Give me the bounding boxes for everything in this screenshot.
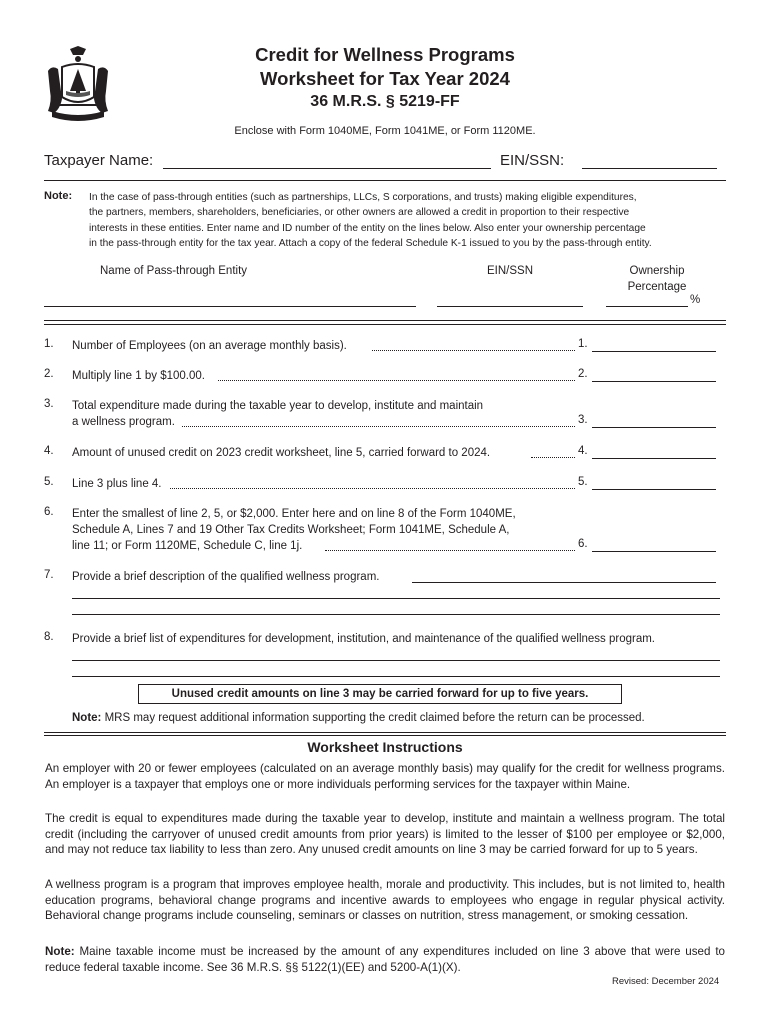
note-line: the partners, members, shareholders, beneficiaries, or other owners are allowed a credit in proportion to their respective <box>89 207 630 219</box>
line-number: 4. <box>44 445 54 457</box>
line-6-text: Schedule A, Lines 7 and 19 Other Tax Credits Worksheet; Form 1041ME, Schedule A, <box>72 524 510 536</box>
taxpayer-name-field[interactable] <box>163 168 491 169</box>
pass-through-note <box>89 190 725 252</box>
col-ownership <box>612 264 702 295</box>
note-line: In the case of pass-through entities (such as partnerships, LLCs, S corporations, and trusts) making eligible expenditures, <box>89 192 637 203</box>
instructions-paragraph: A wellness program is a program that improves employee health, morale and productivity. This includes, but is not limited to, health education programs, behavioral change programs and incentive awards to employees who engage in regular physical activity. Behavioral change programs include counseling, seminars or classes on nutrition, stress management, or smoking cessation. <box>45 878 725 922</box>
instructions-paragraph: An employer with 20 or fewer employees (calculated on an average monthly basis) may qualify for the credit for wellness programs. An employer is a taxpayer that employs one or more individuals performing services for the taxpayer within Maine. <box>45 762 725 791</box>
line-ref: 3. <box>578 414 588 426</box>
line-5-text: Line 3 plus line 4. <box>72 478 162 490</box>
entity-ein-field[interactable] <box>437 306 583 307</box>
line-ref: 6. <box>578 538 588 550</box>
line-5-field[interactable] <box>592 489 716 490</box>
note-line: in the pass-through entity for the tax year. Attach a copy of the federal Schedule K-1 issued to you by the pass-through entity. <box>89 238 652 250</box>
line-3-field[interactable] <box>592 427 716 428</box>
line-7-field[interactable] <box>412 582 716 583</box>
line-number: 3. <box>44 398 54 410</box>
line-ref: 1. <box>578 338 588 350</box>
col-entity-ein: EIN/SSN <box>486 265 533 277</box>
dot-leader <box>170 488 575 489</box>
instructions-note-text: Maine taxable income must be increased by the amount of any expenditures included on line 3 above that were used to reduce federal taxable income. See 36 M.R.S. §§ 5122(1)(EE) and 5200-A(1)(X). <box>45 945 725 974</box>
taxpayer-name-label: Taxpayer Name: <box>44 152 154 169</box>
form-subtitle: Worksheet for Tax Year 2024 <box>260 68 510 89</box>
line-7-field[interactable] <box>72 614 720 615</box>
line-1-field[interactable] <box>592 351 716 352</box>
form-title: Credit for Wellness Programs <box>255 44 515 65</box>
line-3-text: a wellness program. <box>72 416 175 428</box>
line-number: 8. <box>44 631 54 643</box>
dot-leader <box>372 350 575 351</box>
line-ref: 5. <box>578 476 588 488</box>
ownership-percent-field[interactable] <box>606 306 688 307</box>
note-line: interests in these entities. Enter name and ID number of the entity on the lines below. Also enter your ownership percentage <box>89 222 646 234</box>
line-8-text: Provide a brief list of expenditures for development, institution, and maintenance of the qualified wellness program. <box>72 633 655 645</box>
line-6-text: Enter the smallest of line 2, 5, or $2,000. Enter here and on line 8 of the Form 1040ME, <box>72 508 516 520</box>
dot-leader <box>182 426 575 427</box>
mrs-note <box>72 712 645 724</box>
line-number: 2. <box>44 368 54 380</box>
line-number: 5. <box>44 476 54 488</box>
line-7-field[interactable] <box>72 598 720 599</box>
enclose-instruction: Enclose with Form 1040ME, Form 1041ME, or Form 1120ME. <box>234 125 536 137</box>
carryforward-notice: Unused credit amounts on line 3 may be carried forward for up to five years. <box>138 684 622 704</box>
line-2-text: Multiply line 1 by $100.00. <box>72 370 205 382</box>
line-ref: 2. <box>578 368 588 380</box>
divider <box>44 735 726 736</box>
mrs-note-label: Note: <box>72 712 102 724</box>
col-ownership-line1: Ownership <box>629 265 685 277</box>
mrs-note-text: MRS may request additional information supporting the credit claimed before the return can be processed. <box>104 712 645 724</box>
line-number: 7. <box>44 569 54 581</box>
divider <box>44 320 726 321</box>
instructions-heading: Worksheet Instructions <box>307 739 463 755</box>
line-6-field[interactable] <box>592 551 716 552</box>
line-2-field[interactable] <box>592 381 716 382</box>
divider <box>44 180 726 181</box>
statute-reference: 36 M.R.S. § 5219-FF <box>310 93 460 110</box>
line-8-field[interactable] <box>72 676 720 677</box>
line-ref: 4. <box>578 445 588 457</box>
line-8-field[interactable] <box>72 660 720 661</box>
col-entity-name: Name of Pass-through Entity <box>100 265 248 277</box>
instructions-paragraph: The credit is equal to expenditures made during the taxable year to develop, institute and maintain a wellness program. The total credit (including the carryover of unused credit amounts from prior years) is limited to the lesser of $100 per employee or $2,000, and may not reduce tax liability to less than zero. Any unused credit amounts on line 3 may be carried forward for up to 5 years. <box>45 812 725 856</box>
note-label: Note: <box>44 190 73 202</box>
percent-symbol: % <box>690 294 701 306</box>
line-4-text: Amount of unused credit on 2023 credit worksheet, line 5, carried forward to 2024. <box>72 447 491 459</box>
line-4-field[interactable] <box>592 458 716 459</box>
revision-date: Revised: December 2024 <box>612 976 720 987</box>
instructions-note <box>45 944 725 975</box>
line-7-text: Provide a brief description of the qualified wellness program. <box>72 571 380 583</box>
entity-name-field[interactable] <box>44 306 416 307</box>
line-6-text: line 11; or Form 1120ME, Schedule C, line 1j. <box>72 540 303 552</box>
dot-leader <box>325 550 575 551</box>
divider <box>44 324 726 325</box>
ein-ssn-label: EIN/SSN: <box>500 152 565 169</box>
line-number: 6. <box>44 506 54 518</box>
line-3-text: Total expenditure made during the taxable year to develop, institute and maintain <box>72 400 484 412</box>
divider <box>44 732 726 733</box>
dot-leader <box>531 457 575 458</box>
dot-leader <box>218 380 575 381</box>
ein-ssn-field[interactable] <box>582 168 717 169</box>
line-number: 1. <box>44 338 54 350</box>
col-ownership-line2: Percentage <box>627 280 687 293</box>
line-1-text: Number of Employees (on an average monthly basis). <box>72 340 347 352</box>
instructions-note-label: Note: <box>45 945 75 958</box>
